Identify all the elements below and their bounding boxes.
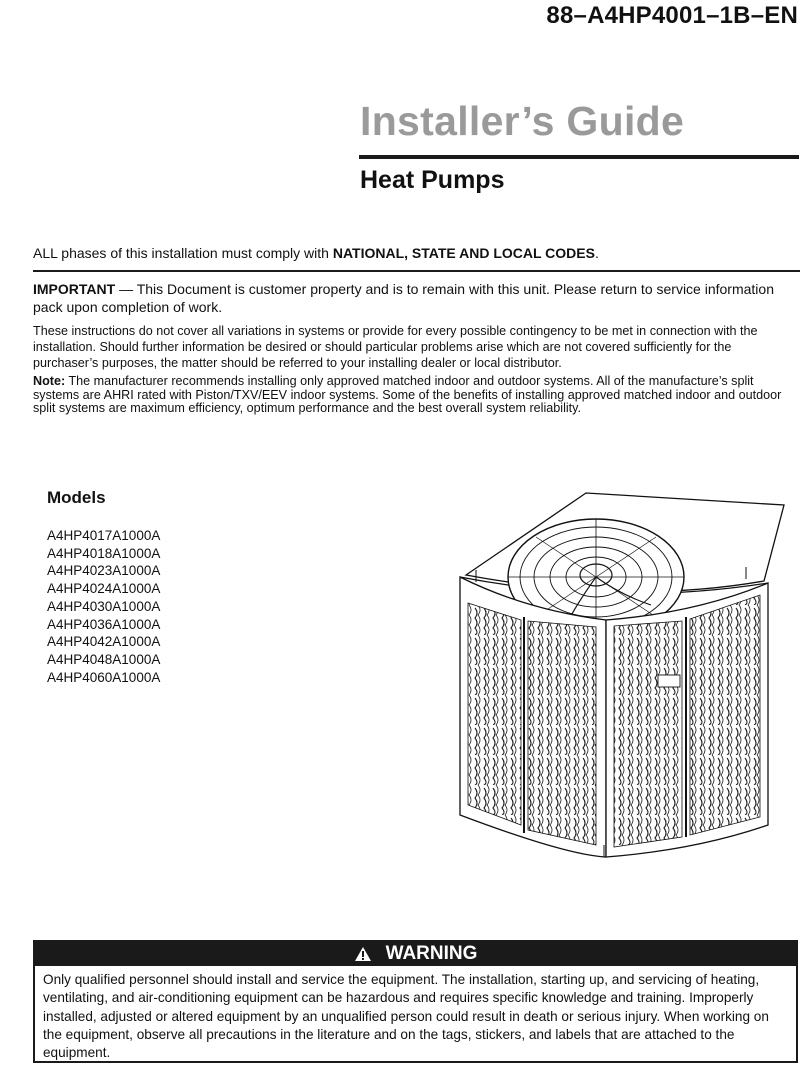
- title-divider: [359, 155, 799, 159]
- heat-pump-unit-illustration: [446, 485, 791, 865]
- model-item: A4HP4018A1000A: [47, 545, 161, 561]
- model-list: [47, 527, 160, 686]
- codes-notice-prefix: ALL phases of this installation must comply with: [33, 245, 333, 261]
- model-item: A4HP4048A1000A: [47, 651, 161, 667]
- warning-text: Only qualified personnel should install and service the equipment. The installation, starting up, and servicing of heating, ventilating, and air-conditioning equipment can be hazardous and requires specific knowledge and training. Improperly installed, adjusted or altered equipment by an unqualified person could result in death or serious injury. When working on the equipment, observe all precautions in the literature and on the tags, stickers, and labels that are attached to the equipment.: [43, 972, 769, 1061]
- codes-notice-codes: NATIONAL, STATE AND LOCAL CODES: [332, 245, 595, 261]
- instructions-paragraph: These instructions do not cover all variations in systems or provide for every possible contingency to be met in connection with the installation. Should further information be desired or should particular problems arise which are not covered sufficiently for the purchaser’s purposes, the matter should be referred to your installing dealer or local distributor.: [33, 324, 758, 370]
- model-item: A4HP4042A1000A: [47, 634, 161, 650]
- model-item: A4HP4036A1000A: [47, 616, 161, 632]
- warning-triangle-icon: [354, 946, 372, 962]
- codes-notice: [33, 245, 599, 261]
- model-item: A4HP4024A1000A: [47, 581, 161, 597]
- codes-notice-suffix: .: [594, 245, 599, 261]
- important-text: — This Document is customer property and is to remain with this unit. Please return to service information pack upon completion of work.: [33, 281, 774, 315]
- note-text: The manufacturer recommends installing only approved matched indoor and outdoor systems. All of the manufacture’s split systems are AHRI rated with Piston/TXV/EEV indoor systems. Some of the benefits of installing approved matched indoor and outdoor split systems are maximum efficiency, optimum performance and the best overall system reliability.: [33, 374, 782, 415]
- page-subtitle: Heat Pumps: [360, 166, 505, 194]
- note-label: Note:: [33, 374, 66, 388]
- model-item: A4HP4060A1000A: [47, 669, 161, 685]
- warning-title: WARNING: [385, 943, 478, 964]
- model-item: A4HP4023A1000A: [47, 563, 161, 579]
- model-item: A4HP4030A1000A: [47, 598, 161, 614]
- important-label: IMPORTANT: [33, 281, 116, 297]
- important-notice: [33, 280, 799, 316]
- models-heading: Models: [47, 488, 106, 507]
- section-divider: [33, 270, 800, 272]
- page-title: Installer’s Guide: [360, 98, 685, 144]
- warning-header: [35, 942, 796, 966]
- model-item: A4HP4017A1000A: [47, 528, 161, 543]
- document-number: 88–A4HP4001–1B–EN: [546, 2, 798, 29]
- note-paragraph: [33, 375, 799, 416]
- warning-box: [33, 940, 798, 1063]
